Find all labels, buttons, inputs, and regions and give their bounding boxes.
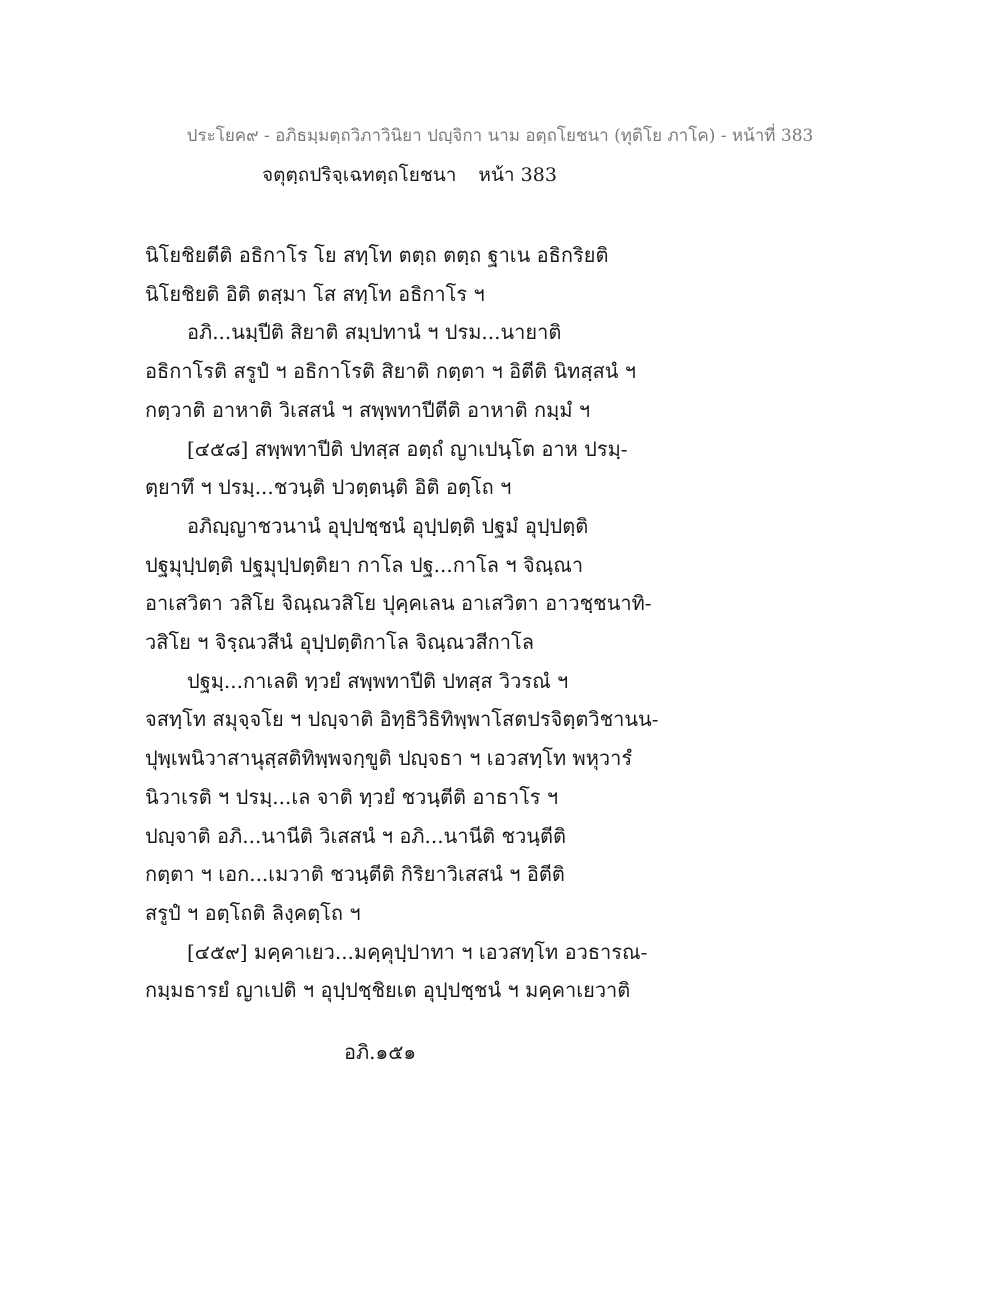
text-line: [๔๕๙] มคฺคาเยว...มคฺคุปฺปาทา ฯ เอวสทฺโท อวธารณ- xyxy=(187,940,648,964)
text-line: อภิ...นมฺปีติ สิยาติ สมฺปทานํ ฯ ปรม...นายาติ xyxy=(187,320,562,344)
chapter-title: จตุตฺถปริจฺเฉทตฺถโยชนา xyxy=(262,164,457,186)
text-line: กมฺมธารยํ ญาเปติ ฯ อุปฺปชฺชิยเต อุปฺปชฺชนํ ฯ มคฺคาเยวาติ xyxy=(145,978,631,1002)
chapter-page-ref: หน้า 383 xyxy=(478,164,557,186)
text-line: ตฺยาทึ ฯ ปรมฺ...ชวนฺติ ปวตฺตนฺติ อิติ อตฺโถ ฯ xyxy=(145,475,512,499)
text-line: นิโยชิยติ อิติ ตสฺมา โส สทฺโท อธิกาโร ฯ xyxy=(145,282,485,306)
text-line: นิโยชิยตีติ อธิกาโร โย สทฺโท ตตฺถ ตตฺถ ฐาเน อธิกริยติ xyxy=(145,243,609,267)
footer-code: อภิ.๑๕๑ xyxy=(343,1040,417,1064)
text-line: จสทฺโท สมุจฺจโย ฯ ปญฺจาติ อิทฺธิวิธิทิพฺพาโสตปรจิตฺตวิชานน- xyxy=(145,707,659,731)
text-line: ปฐมุปฺปตฺติ ปฐมุปฺปตฺติยา กาโล ปฐ...กาโล ฯ จิณฺณา xyxy=(145,553,584,577)
text-line: นิวาเรติ ฯ ปรมฺ...เล จาติ ทฺวยํ ชวนฺตีติ อาธาโร ฯ xyxy=(145,785,559,809)
text-line: ปฐมฺ...กาเลติ ทฺวยํ สพฺพทาปีติ ปทสฺส วิวรณํ ฯ xyxy=(187,669,569,693)
text-line: กตฺวาติ อาหาติ วิเสสนํ ฯ สพฺพทาปีตีติ อาหาติ กมฺมํ ฯ xyxy=(145,398,591,422)
chapter-header xyxy=(262,160,557,190)
text-line: อาเสวิตา วสิโย จิณฺณวสิโย ปุคฺคเลน อาเสวิตา อาวชฺชนาทิ- xyxy=(145,591,652,615)
text-line: อภิญฺญาชวนานํ อุปฺปชฺชนํ อุปฺปตฺติ ปฐมํ อุปฺปตฺติ xyxy=(187,514,589,538)
text-line: ปุพฺเพนิวาสานุสฺสติทิพฺพจกฺขูติ ปญฺจธา ฯ เอวสทฺโท พหุวารํ xyxy=(145,746,633,770)
text-line: กตฺตา ฯ เอก...เมวาติ ชวนฺตีติ กิริยาวิเสสนํ ฯ อิตีติ xyxy=(145,862,565,886)
text-line: อธิกาโรติ สรูปํ ฯ อธิกาโรติ สิยาติ กตฺตา ฯ อิตีติ นิทสฺสนํ ฯ xyxy=(145,359,637,383)
text-line: สรูปํ ฯ อตฺโถติ ลิงฺคตฺโถ ฯ xyxy=(145,901,361,925)
running-header: ประโยค๙ - อภิธมฺมตฺถวิภาวินิยา ปญฺจิกา นาม อตฺถโยชนา (ทุติโย ภาโค) - หน้าที่ 383 xyxy=(186,126,814,146)
text-line: [๔๕๘] สพฺพทาปีติ ปทสฺส อตฺถํ ญาเปนฺโต อาห ปรมฺ- xyxy=(187,437,628,461)
text-line: ปญฺจาติ อภิ...นานีติ วิเสสนํ ฯ อภิ...นานีติ ชวนฺตีติ xyxy=(145,824,566,848)
text-line: วสิโย ฯ จิรฺณวสีนํ อุปฺปตฺติกาโล จิณฺณวสีกาโล xyxy=(145,630,535,654)
